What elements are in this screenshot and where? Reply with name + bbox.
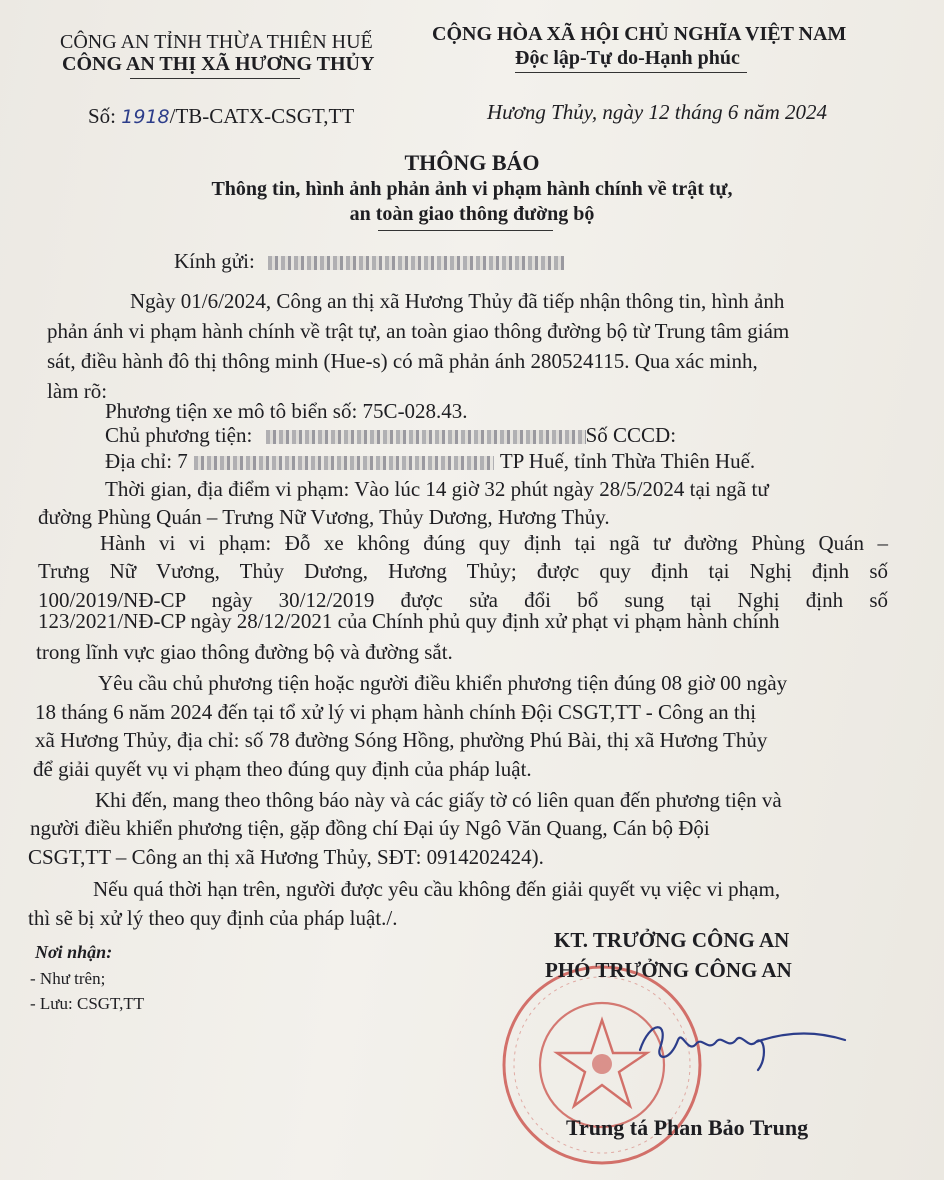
address-line: Địa chỉ: 7 TP Huế, tỉnh Thừa Thiên Huế. — [105, 449, 756, 473]
request-line-2: 18 tháng 6 năm 2024 đến tại tổ xử lý vi phạm hành chính Đội CSGT,TT - Công an thị — [35, 700, 757, 724]
document-number: Số: 1918/TB-CATX-CSGT,TT — [88, 104, 355, 128]
bring-line-1: Khi đến, mang theo thông báo này và các giấy tờ có liên quan đến phương tiện và — [95, 788, 782, 812]
request-line-4: để giải quyết vụ vi phạm theo đúng quy định của pháp luật. — [33, 757, 532, 781]
violation-line-2: Trưng Nữ Vương, Thủy Dương, Hương Thủy; được quy định tại Nghị định số — [38, 559, 888, 583]
document-title: THÔNG BÁO — [404, 150, 540, 175]
place-and-date: Hương Thủy, ngày 12 tháng 6 năm 2024 — [487, 100, 827, 124]
owner-line: Chủ phương tiện: Số CCCD: — [105, 423, 677, 447]
bring-line-3: CSGT,TT – Công an thị xã Hương Thủy, SĐT: 0914202424). — [28, 845, 544, 869]
handwritten-number: 1918 — [121, 106, 170, 128]
redacted-address — [194, 456, 494, 470]
violation-line-3: 100/2019/NĐ-CP ngày 30/12/2019 được sửa đổi bổ sung tại Nghị định số — [38, 588, 888, 612]
warning-line-1: Nếu quá thời hạn trên, người được yêu cầu không đến giải quyết vụ việc vi phạm, — [93, 877, 781, 901]
vehicle-plate: Phương tiện xe mô tô biển số: 75C-028.43. — [105, 399, 468, 423]
document-subtitle-2: an toàn giao thông đường bộ — [349, 203, 595, 225]
p1-line-4: làm rõ: — [47, 379, 108, 403]
signer-title-1: KT. TRƯỞNG CÔNG AN — [554, 928, 790, 952]
document-subtitle-1: Thông tin, hình ảnh phản ảnh vi phạm hành chính về trật tự, — [211, 178, 733, 200]
agency-name: CÔNG AN THỊ XÃ HƯƠNG THỦY — [62, 53, 375, 75]
recipient-line: Kính gửi: — [174, 246, 564, 277]
agency-parent: CÔNG AN TỈNH THỪA THIÊN HUẾ — [60, 31, 373, 53]
signer-name: Trung tá Phan Bảo Trung — [566, 1115, 809, 1140]
redacted-recipient — [268, 256, 564, 270]
agency-underline — [130, 78, 300, 79]
signer-title-2: PHÓ TRƯỞNG CÔNG AN — [545, 958, 792, 982]
handwritten-signature-icon — [630, 1010, 850, 1080]
p1-line-3: sát, điều hành đô thị thông minh (Hue-s) có mã phản ánh 280524115. Qua xác minh, — [47, 349, 758, 373]
national-motto: Độc lập-Tự do-Hạnh phúc — [515, 47, 740, 69]
p1-line-2: phản ánh vi phạm hành chính về trật tự, an toàn giao thông đường bộ từ Trung tâm giám — [47, 319, 790, 343]
recipients-title: Nơi nhận: — [35, 942, 113, 962]
warning-line-2: thì sẽ bị xử lý theo quy định của pháp luật./. — [28, 906, 398, 930]
violation-line-4: 123/2021/NĐ-CP ngày 28/12/2021 của Chính phủ quy định xử phạt vi phạm hành chính — [38, 609, 780, 633]
time-place-line-1: Thời gian, địa điểm vi phạm: Vào lúc 14 giờ 32 phút ngày 28/5/2024 tại ngã tư — [105, 477, 769, 501]
bring-line-2: người điều khiển phương tiện, gặp đồng chí Đại úy Ngô Văn Quang, Cán bộ Đội — [30, 816, 710, 840]
request-line-3: xã Hương Thủy, địa chỉ: số 78 đường Sóng Hồng, phường Phú Bài, thị xã Hương Thủy — [35, 728, 768, 752]
violation-line-5: trong lĩnh vực giao thông đường bộ và đường sắt. — [36, 640, 453, 664]
request-line-1: Yêu cầu chủ phương tiện hoặc người điều khiển phương tiện đúng 08 giờ 00 ngày — [98, 671, 788, 695]
recipients-item-2: - Lưu: CSGT,TT — [30, 994, 145, 1013]
violation-line-1: Hành vi vi phạm: Đỗ xe không đúng quy định tại ngã tư đường Phùng Quán – — [100, 531, 888, 555]
time-place-line-2: đường Phùng Quán – Trưng Nữ Vương, Thủy Dương, Hương Thủy. — [38, 505, 610, 529]
p1-line-1: Ngày 01/6/2024, Công an thị xã Hương Thủy đã tiếp nhận thông tin, hình ảnh — [130, 289, 785, 313]
title-underline — [378, 230, 553, 231]
motto-underline — [515, 72, 747, 73]
redacted-owner — [266, 430, 586, 444]
national-title: CỘNG HÒA XÃ HỘI CHỦ NGHĨA VIỆT NAM — [432, 23, 847, 45]
recipients-item-1: - Như trên; — [30, 969, 106, 988]
